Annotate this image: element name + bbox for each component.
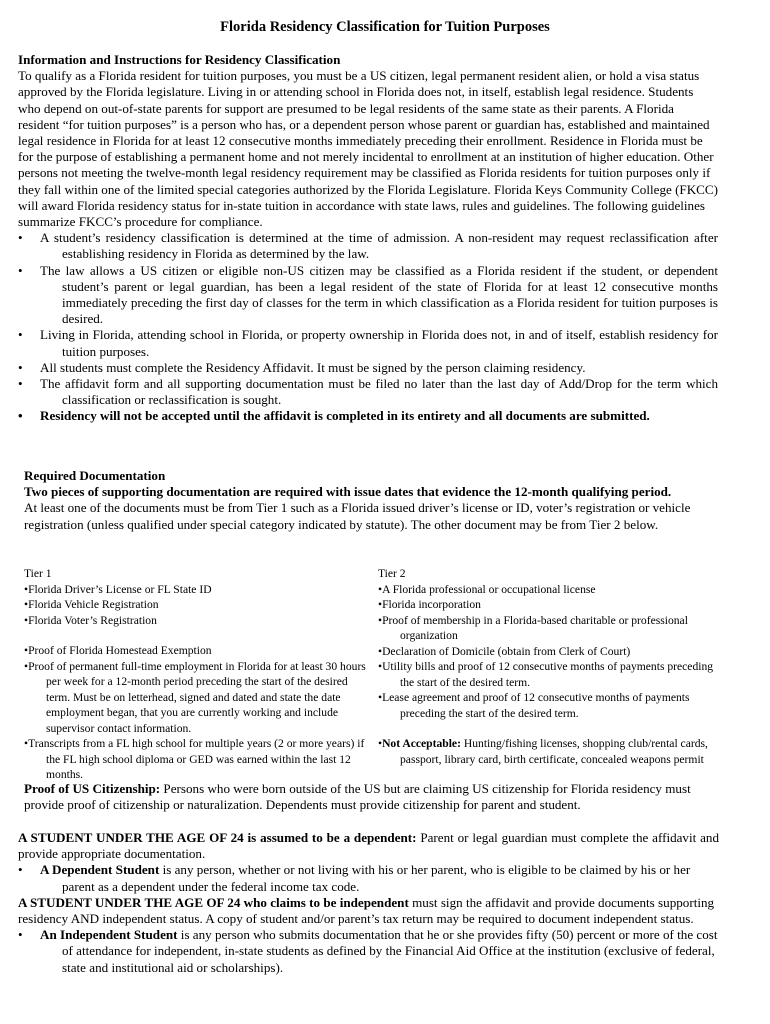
- info-bullet: • A student’s residency classification is determined at the time of admission. A non-resident may request reclassification after establishing residency in Florida as determined by the law.: [18, 230, 718, 262]
- tier1-item: • Transcripts from a FL high school for multiple years (2 or more years) if the FL high school diploma or GED was earned within the last 12 months.: [24, 736, 366, 783]
- tier2-item: • Florida incorporation: [378, 597, 720, 613]
- required-paragraph: At least one of the documents must be from Tier 1 such as a Florida issued driver’s license or ID, voter’s registration or vehicle registration (unless qualified under special category indicated by statute). The other document may be from Tier 2 below.: [24, 500, 691, 532]
- tier2-item: • Utility bills and proof of 12 consecutive months of payments preceding the start of the desired term.: [378, 659, 720, 690]
- tier1-item: • Florida Driver’s License or FL State ID: [24, 582, 366, 598]
- tier1-label: Tier 1: [24, 567, 52, 580]
- independent-def-label: An Independent Student: [40, 927, 178, 943]
- not-acceptable-text: Hunting/fishing licenses, shopping club/rental cards, passport, library card, birth certificate, concealed weapons permit: [400, 737, 708, 766]
- info-bullet-list: [18, 230, 718, 424]
- dependent-paragraph: [18, 830, 719, 862]
- tier2-not-acceptable: [378, 736, 720, 767]
- dependent-label: A STUDENT UNDER THE AGE OF 24 is assumed to be a dependent:: [18, 830, 417, 845]
- dependent-bullet-list: [18, 862, 719, 894]
- citizenship-label: Proof of US Citizenship:: [24, 781, 161, 796]
- dependent-def-label: A Dependent Student: [40, 862, 160, 878]
- required-heading: Required Documentation: [24, 468, 166, 483]
- tier1-item: • Proof of permanent full-time employment in Florida for at least 30 hours per week for a 12-month period preceding the start of the desired term. Must be on letterhead, signed and dated and state the date employment began, that you are currently working and include supervisor contact information.: [24, 659, 366, 737]
- tier1-item: • Proof of Florida Homestead Exemption: [24, 643, 366, 659]
- tier2-label: Tier 2: [378, 567, 406, 580]
- info-section: [18, 52, 718, 425]
- info-bullet-bold: • Residency will not be accepted until the affidavit is completed in its entirety and all documents are submitted.: [18, 408, 718, 424]
- independent-text: must sign the affidavit and provide documents supporting residency AND independent status. A copy of student and/or parent’s tax return may be required to document independent status.: [18, 894, 715, 927]
- tier2-item: • Proof of membership in a Florida-based charitable or professional organization: [378, 613, 720, 644]
- tier1-item: • Florida Vehicle Registration: [24, 597, 366, 613]
- independent-label: A STUDENT UNDER THE AGE OF 24 who claims to be independent: [18, 894, 409, 910]
- independent-paragraph: [18, 895, 719, 927]
- required-section: [24, 468, 719, 533]
- dependent-section: [18, 830, 719, 976]
- tier2-list-a: [378, 582, 720, 644]
- page-title: Florida Residency Classification for Tuition Purposes: [220, 19, 550, 35]
- info-bullet: • Living in Florida, attending school in Florida, or property ownership in Florida does not, in and of itself, establish residency for tuition purposes.: [18, 327, 718, 359]
- info-paragraph: To qualify as a Florida resident for tuition purposes, you must be a US citizen, legal permanent resident alien, or hold a visa status approved by the Florida legislature. Living in or attending school in Florida does not, in itself, establish legal residence. Students who depend on out-of-state parents for support are presumed to be legal residents of the same state as their parents. A Florida resident “for tuition purposes” is a person who has, or a dependent person whose parent or guardian has, established and maintained legal residence in Florida for at least 12 consecutive months immediately preceding their enrollment. Residence in Florida must be for the purpose of establishing a permanent home and not merely incidental to enrollment at an institution of higher education. Other persons not meeting the twelve-month legal residency requirement may be classified as Florida residents for tuition purposes only if they fall within one of the limited special categories authorized by the Florida Legislature. Florida Keys Community College (FKCC) will award Florida residency status for in-state tuition in accordance with state laws, rules and guidelines. The following guidelines summarize FKCC’s procedure for compliance.: [18, 68, 718, 230]
- tier1-list-b: [24, 643, 366, 783]
- independent-bullet-list: [18, 927, 719, 976]
- info-bullet: • The law allows a US citizen or eligible non-US citizen may be classified as a Florida resident if the student, or dependent student’s parent or legal guardian, has been a legal resident of the state of Florida for at least 12 consecutive months immediately preceding the first day of classes for the term in which classification as a Florida resident for tuition purposes is desired.: [18, 263, 718, 328]
- citizenship-text: Persons who were born outside of the US but are claiming US citizenship for Florida residency must provide proof of citizenship or naturalization. Dependents must provide citizenship for parent and student.: [24, 781, 691, 813]
- tier1-list-a: [24, 582, 366, 629]
- info-heading: Information and Instructions for Residency Classification: [18, 52, 341, 67]
- not-acceptable-item: [378, 736, 720, 767]
- not-acceptable-label: Not Acceptable:: [382, 737, 461, 750]
- info-bullet: • The affidavit form and all supporting documentation must be filed no later than the last day of Add/Drop for the term which classification or reclassification is sought.: [18, 376, 718, 408]
- dependent-definition: [18, 862, 719, 894]
- independent-def-text: is any person who submits documentation that he or she provides fifty (50) percent or more of the cost of attendance for independent, in-state students as defined by the Financial Aid Office at the institution (exclusive of federal, state and institutional aid or scholarships).: [62, 927, 718, 975]
- info-bullet: • All students must complete the Residency Affidavit. It must be signed by the person claiming residency.: [18, 360, 718, 376]
- citizenship-section: [24, 781, 719, 813]
- dependent-text: Parent or legal guardian must complete the affidavit and provide appropriate documentation.: [18, 830, 719, 862]
- tier1-item: • Florida Voter’s Registration: [24, 613, 366, 629]
- required-subheading: Two pieces of supporting documentation are required with issue dates that evidence the 12-month qualifying period.: [24, 484, 672, 500]
- independent-definition: [18, 927, 719, 976]
- tier2-item: • Declaration of Domicile (obtain from Clerk of Court): [378, 644, 720, 660]
- dependent-def-text: is any person, whether or not living with his or her parent, who is eligible to be claimed by his or her parent as a dependent under the federal income tax code.: [62, 862, 691, 894]
- tier2-list-b: [378, 644, 720, 722]
- tier1-column: [24, 566, 366, 783]
- tier2-item: • A Florida professional or occupational license: [378, 582, 720, 598]
- tier2-column: [378, 566, 720, 767]
- tier2-item: • Lease agreement and proof of 12 consecutive months of payments preceding the start of the desired term.: [378, 690, 720, 721]
